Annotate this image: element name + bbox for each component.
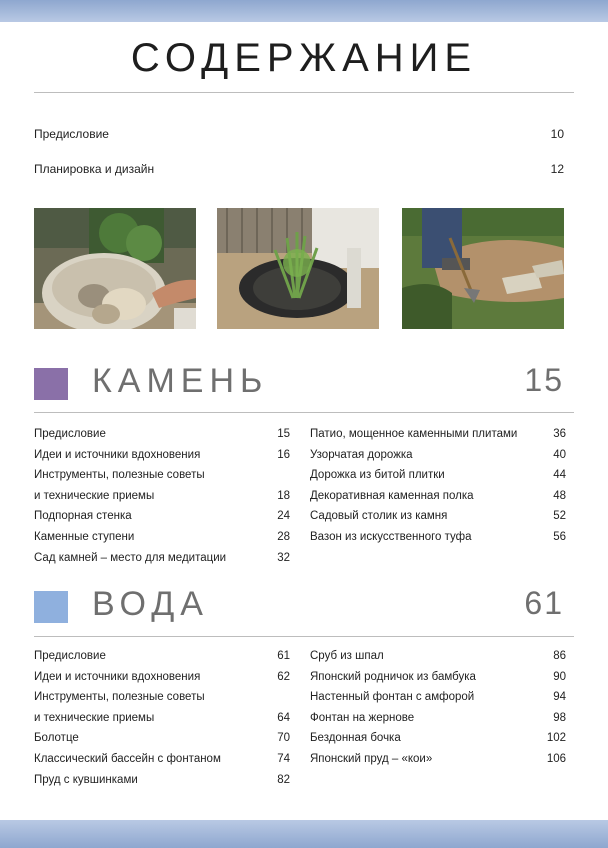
toc-entry[interactable] [34, 127, 564, 141]
toc-entry[interactable]: Патио, мощенное каменными плитами 36 [310, 428, 566, 440]
page-title: СОДЕРЖАНИЕ [130, 36, 478, 80]
toc-entry[interactable]: Декоративная каменная полка 48 [310, 489, 566, 502]
toc-entry-page: 12 [550, 162, 564, 176]
toc-entry[interactable] [34, 162, 564, 176]
toc-entry[interactable]: Сруб из шпал 86 [310, 650, 566, 662]
toc-entry[interactable]: Инструменты, полезные советы [34, 691, 205, 704]
toc-entry[interactable]: Инструменты, полезные советы [34, 469, 205, 482]
toc-entry[interactable]: Идеи и источники вдохновения 62 [34, 670, 290, 683]
bottom-band [0, 820, 608, 848]
toc-entry[interactable]: и технические приемы 18 [34, 489, 290, 502]
section-color-square [34, 591, 68, 623]
toc-entry[interactable]: Узорчатая дорожка 40 [310, 448, 566, 461]
toc-entry[interactable]: Садовый столик из камня 52 [310, 510, 566, 523]
toc-entry[interactable]: Подпорная стенка 24 [34, 510, 290, 523]
toc-column-right [310, 650, 566, 774]
toc-entry[interactable]: Болотце 70 [34, 732, 290, 745]
toc-entry[interactable]: Сад камней – место для медитации 32 [34, 551, 290, 564]
section-color-square [34, 368, 68, 400]
toc-entry[interactable]: Классический бассейн с фонтаном 74 [34, 752, 290, 765]
toc-entry[interactable]: Идеи и источники вдохновения 16 [34, 448, 290, 461]
toc-entry[interactable]: Предисловие 61 [34, 650, 290, 662]
toc-entry[interactable]: Настенный фонтан с амфорой 94 [310, 691, 566, 704]
toc-entry[interactable]: Бездонная бочка 102 [310, 732, 566, 745]
section-divider [34, 636, 574, 637]
toc-entry[interactable]: Вазон из искусственного туфа 56 [310, 530, 566, 543]
toc-entry[interactable]: Пруд с кувшинками 82 [34, 773, 290, 786]
toc-column-left [34, 428, 290, 572]
top-band [0, 0, 608, 22]
toc-column-right [310, 428, 566, 552]
toc-column-left [34, 650, 290, 794]
toc-entry-label: Предисловие [34, 127, 109, 141]
toc-entry[interactable]: Японский пруд – «кои» 106 [310, 752, 566, 765]
title-divider [34, 92, 574, 93]
section-page: 15 [524, 362, 564, 398]
section-title: КАМЕНЬ [92, 362, 269, 400]
toc-entry[interactable]: Каменные ступени 28 [34, 530, 290, 543]
section-page: 61 [524, 585, 564, 621]
toc-entry[interactable]: Фонтан на жернове 98 [310, 711, 566, 724]
section-title: ВОДА [92, 585, 209, 623]
photo-digging-patio [402, 208, 564, 329]
toc-entry[interactable]: Японский родничок из бамбука 90 [310, 670, 566, 683]
toc-entry-page: 10 [550, 127, 564, 141]
toc-entry[interactable]: и технические приемы 64 [34, 711, 290, 724]
toc-entry-label: Планировка и дизайн [34, 162, 155, 176]
photo-bog-planting [217, 208, 379, 329]
toc-entry[interactable]: Предисловие 15 [34, 428, 290, 440]
section-divider [34, 412, 574, 413]
section-header-stone [34, 364, 564, 404]
section-header-water [34, 587, 564, 627]
toc-entry[interactable]: Дорожка из битой плитки 44 [310, 469, 566, 482]
photo-stones-in-bowl [34, 208, 196, 329]
